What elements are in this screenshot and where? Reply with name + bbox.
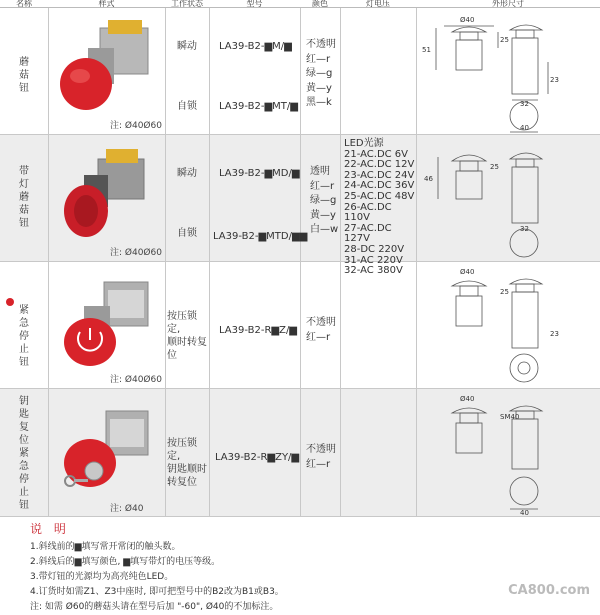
model-rzy: LA39-B2-R▆ZY/▆: [215, 452, 300, 463]
header-model: 型号: [246, 0, 263, 7]
row-name: 紧 急 停 止 钮: [19, 305, 29, 368]
key-stop-image: [48, 389, 165, 516]
notes-title: 说 明: [30, 522, 70, 536]
size-note: 注: Ø40Ø60: [110, 248, 162, 258]
dim-d40: Ø40: [460, 268, 475, 276]
table-header: [0, 0, 600, 8]
state-momentary: 瞬动: [177, 41, 197, 52]
state-lock-rotate: 按压锁定, 顺时转复 位: [167, 311, 207, 361]
dim-d40: Ø40: [460, 16, 475, 24]
color-list: 透明 红—r 绿—g 黄—y 白—w: [310, 166, 339, 235]
dim-sm40: SM40: [500, 413, 520, 421]
dim-d40: Ø40: [460, 395, 475, 403]
mushroom-button-image: [48, 8, 165, 134]
size-note: 注: Ø40: [110, 504, 144, 514]
state-latching: 自锁: [177, 228, 197, 239]
size-note: 注: Ø40Ø60: [110, 375, 162, 385]
table-row: [0, 262, 600, 389]
dim-25: 25: [500, 36, 509, 44]
voltage-list: LED光源 21-AC.DC 6V 22-AC.DC 12V 23-AC.DC 24V 24-AC.DC 36V 25-AC.DC 48V 26-AC.DC 110V 27-AC.DC 127V 28-DC 220V 31-AC 220V 32-AC 380V: [344, 138, 415, 277]
note-line: 1.斜线前的▆填写常开常闭的触头数。: [30, 542, 181, 552]
table-row: [0, 389, 600, 517]
header-color: 颜色: [312, 0, 328, 7]
dim-46: 46: [424, 175, 433, 183]
dim-25: 25: [500, 288, 509, 296]
header-dims: 外形尺寸: [492, 0, 524, 7]
state-momentary: 瞬动: [177, 168, 197, 179]
emergency-stop-image: [48, 262, 165, 388]
dim-23: 23: [550, 330, 559, 338]
header-state: 工作状态: [171, 0, 203, 7]
dimension-drawing: [416, 262, 600, 388]
dimension-drawing: [416, 389, 600, 516]
table-row: [0, 8, 600, 135]
dim-23: 23: [550, 76, 559, 84]
note-line: 3.带灯钮的光源均为高亮纯色LED。: [30, 572, 174, 582]
lighted-button-image: [48, 135, 165, 261]
state-lock-key: 按压锁定, 钥匙顺时 转复位: [167, 438, 207, 488]
model-mtd: LA39-B2-▆MTD/▆▆: [213, 231, 308, 242]
row-name: 钥 匙 复 位 紧 急 停 止 钮: [19, 396, 29, 511]
dimension-drawing: [416, 135, 600, 261]
row-name: 蘑 菇 钮: [19, 57, 29, 94]
header-voltage: 灯电压: [366, 0, 390, 7]
notes-section: [30, 520, 590, 615]
model-m: LA39-B2-▆M/▆: [219, 41, 292, 52]
row-name: 带 灯 蘑 菇 钮: [19, 166, 29, 229]
note-line: 4.订货时如需Z1、Z3中座时, 即可把型号中的B2改为B1或B3。: [30, 587, 284, 597]
table-row: [0, 135, 600, 277]
dim-32: 32: [520, 100, 529, 108]
model-md: LA39-B2-▆MD/▆: [219, 168, 300, 179]
header-style: 样式: [98, 0, 115, 7]
dim-32: 32: [520, 225, 529, 233]
color-list: 不透明 红—r 绿—g 黄—y 黑—k: [306, 39, 336, 108]
model-mt: LA39-B2-▆MT/▆: [219, 101, 298, 112]
note-line: 注: 如需 Ø60的蘑菇头请在型号后加 "-60", Ø40的不加标注。: [30, 602, 279, 612]
model-rz: LA39-B2-R▆Z/▆: [219, 325, 297, 336]
color-list: 不透明 红—r: [306, 444, 336, 470]
size-note: 注: Ø40Ø60: [110, 121, 162, 131]
state-latching: 自锁: [177, 101, 197, 112]
dim-40: 40: [520, 124, 529, 132]
watermark: CA800.com: [508, 583, 590, 598]
color-list: 不透明 红—r: [306, 317, 336, 343]
dim-25: 25: [490, 163, 499, 171]
dim-51: 51: [422, 46, 431, 54]
note-line: 2.斜线后的▆填写颜色, ▆填写带灯的电压等级。: [30, 557, 221, 567]
dim-40: 40: [520, 509, 529, 516]
header-name: 名称: [16, 0, 32, 7]
dimension-drawing: [416, 8, 600, 134]
